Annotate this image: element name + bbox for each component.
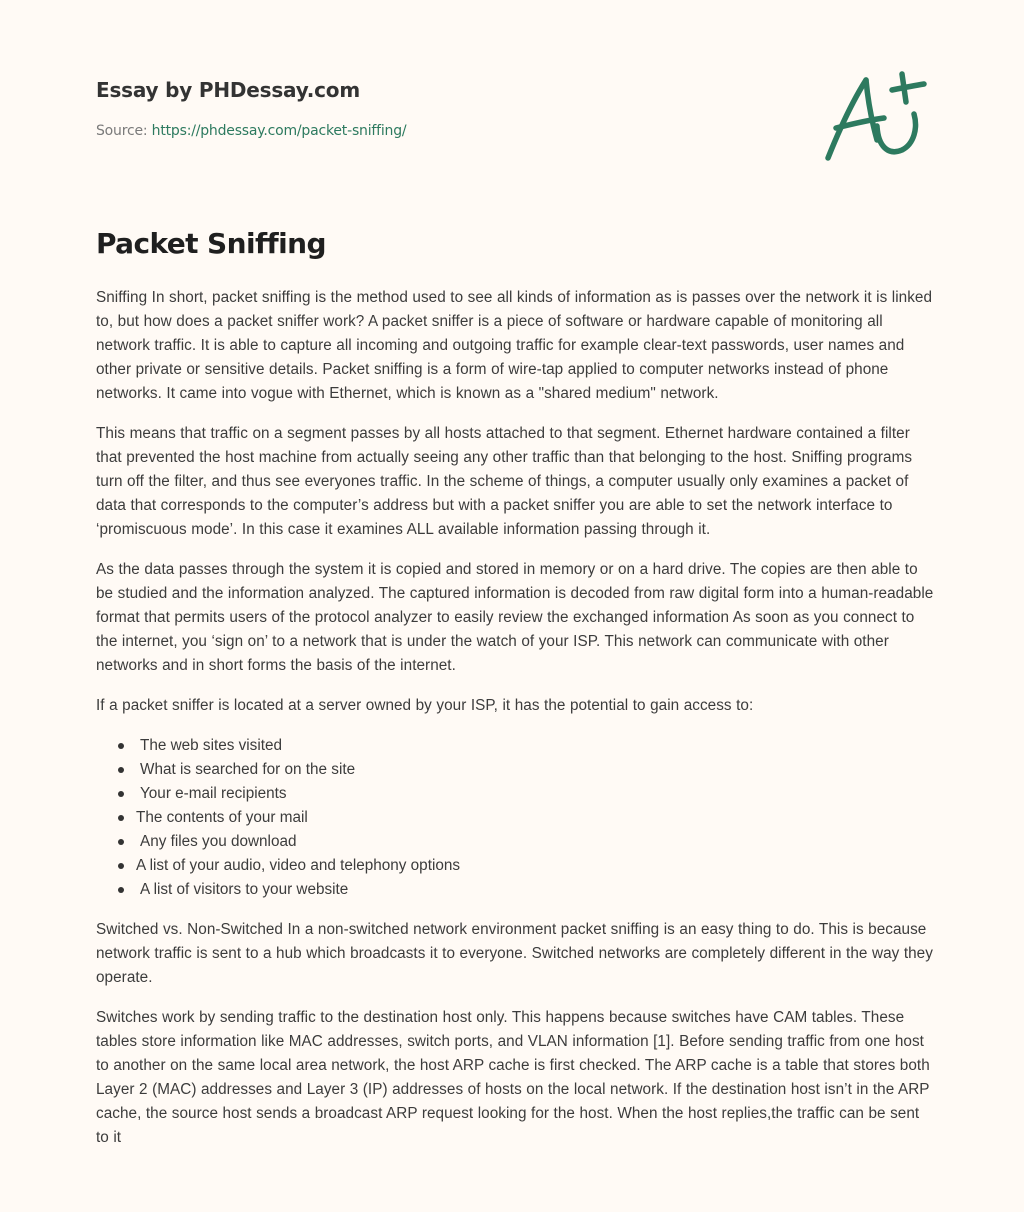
list-item-text: A list of visitors to your website — [140, 881, 349, 898]
bullet-icon — [118, 767, 124, 773]
access-list — [96, 734, 936, 902]
bullet-icon — [118, 887, 124, 893]
a-plus-grade-icon — [822, 66, 928, 166]
source-label: Source: — [96, 123, 152, 139]
list-item — [118, 758, 936, 782]
list-item — [118, 854, 936, 878]
list-item — [118, 806, 936, 830]
source-link[interactable]: https://phdessay.com/packet-sniffing/ — [151, 123, 407, 139]
list-item — [118, 782, 936, 806]
paragraph: Switched vs. Non-Switched In a non-switched network environment packet sniffing is an easy thing to do. This is because network traffic is sent to a hub which broadcasts it to everyone. Switched networks are completely different in the way they operate. — [96, 921, 933, 986]
bullet-icon — [118, 839, 124, 845]
list-item — [118, 830, 936, 854]
list-item-text: Your e-mail recipients — [140, 785, 287, 802]
bullet-icon — [118, 791, 124, 797]
page-title: Packet Sniffing — [96, 227, 326, 260]
paragraph: Switches work by sending traffic to the destination host only. This happens because switches have CAM tables. These tables store information like MAC addresses, switch ports, and VLAN information [1]. Before sending traffic from one host to another on the same local area network, the host ARP cache is first checked. The ARP cache is a table that stores both Layer 2 (MAC) addresses and Layer 3 (IP) addresses of hosts on the local network. If the destination host isn’t in the ARP cache, the source host sends a broadcast ARP request looking for the host. When the host replies,the traffic can be sent to it — [96, 1009, 930, 1146]
list-item — [118, 734, 936, 758]
bullet-icon — [118, 815, 124, 821]
list-item-text: The web sites visited — [140, 737, 282, 754]
list-item-text: The contents of your mail — [136, 809, 308, 826]
paragraph: Sniffing In short, packet sniffing is the method used to see all kinds of information as is passes over the network it is linked to, but how does a packet sniffer work? A packet sniffer is a piece of software or hardware capable of monitoring all network traffic. It is able to capture all incoming and outgoing traffic for example clear-text passwords, user names and other private or sensitive details. Packet sniffing is a form of wire-tap applied to computer networks instead of phone networks. It came into vogue with Ethernet, which is known as a "shared medium" network. — [96, 289, 933, 402]
bullet-icon — [118, 863, 124, 869]
source-line — [96, 121, 796, 141]
paragraph: This means that traffic on a segment passes by all hosts attached to that segment. Ethernet hardware contained a filter that prevented the host machine from actually seeing any other traffic than that belonging to the host. Sniffing programs turn off the filter, and thus see everyones traffic. In the scheme of things, a computer usually only examines a packet of data that corresponds to the computer’s address but with a packet sniffer you are able to set the network interface to ‘promiscuous mode’. In this case it examines ALL available information passing through it. — [96, 425, 913, 538]
list-item-text: A list of your audio, video and telephony options — [136, 857, 461, 874]
essay-header — [96, 76, 796, 141]
bullet-icon — [118, 743, 124, 749]
list-item — [118, 878, 936, 902]
paragraph: As the data passes through the system it is copied and stored in memory or on a hard drive. The copies are then able to be studied and the information analyzed. The captured information is decoded from raw digital form into a human-readable format that permits users of the protocol analyzer to easily review the exchanged information As soon as you connect to the internet, you ‘sign on’ to a network that is under the watch of your ISP. This network can communicate with other networks and in short forms the basis of the internet. — [96, 561, 934, 674]
paragraph: If a packet sniffer is located at a server owned by your ISP, it has the potential to gain access to: — [96, 697, 754, 714]
list-item-text: Any files you download — [140, 833, 297, 850]
site-title: Essay by PHDessay.com — [96, 78, 360, 102]
list-item-text: What is searched for on the site — [140, 761, 356, 778]
essay-content — [96, 224, 936, 1166]
